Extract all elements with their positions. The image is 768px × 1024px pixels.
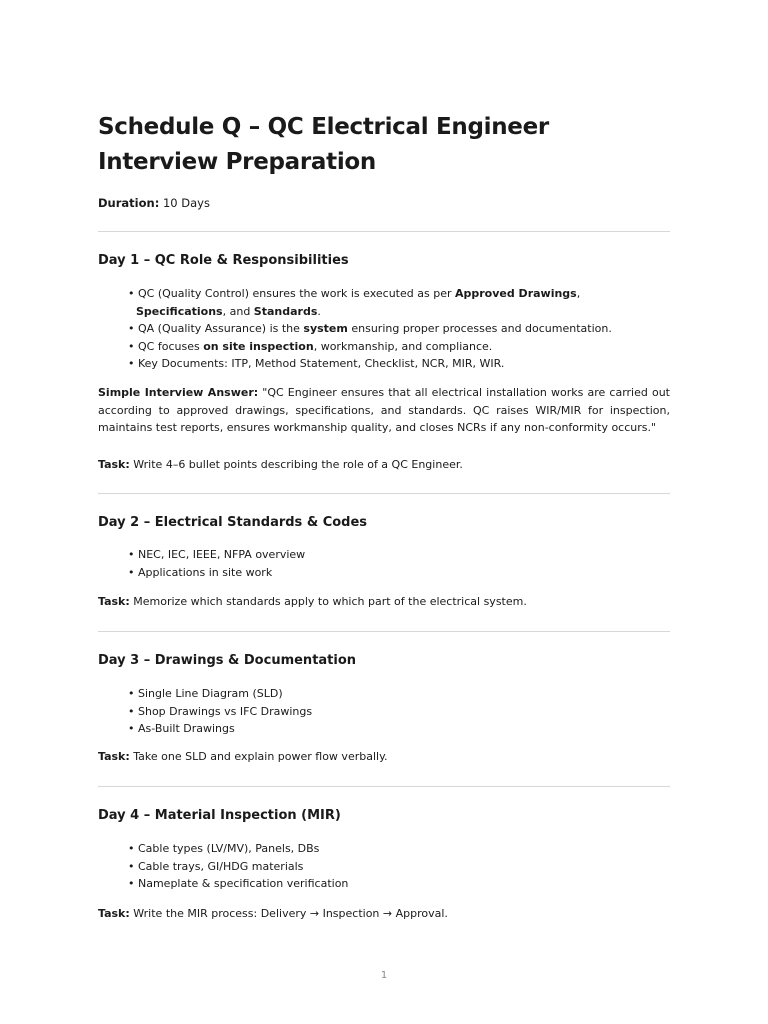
day1-bullet-3 bbox=[128, 338, 670, 356]
section-divider bbox=[98, 631, 670, 632]
document-title: Schedule Q – QC Electrical Engineer Interview Preparation bbox=[98, 114, 549, 175]
day4-bullet-3: • Nameplate & specification verification bbox=[128, 875, 670, 893]
bold-run: Approved Drawings bbox=[454, 287, 577, 300]
task-text: Write 4–6 bullet points describing the role of a QC Engineer. bbox=[129, 458, 463, 471]
text-run: , bbox=[576, 287, 581, 300]
text-run: . bbox=[317, 304, 321, 318]
text-run: ensuring proper processes and documentation. bbox=[347, 322, 612, 335]
task-text: Write the MIR process: Delivery → Inspection → Approval. bbox=[129, 907, 448, 920]
day1-bullet-4: • Key Documents: ITP, Method Statement, Checklist, NCR, MIR, WIR. bbox=[128, 355, 670, 373]
task-label: Task: bbox=[98, 595, 130, 608]
day2-heading: Day 2 – Electrical Standards & Codes bbox=[98, 515, 368, 530]
bold-run: system bbox=[303, 322, 348, 335]
day2-task bbox=[98, 593, 670, 611]
day3-heading: Day 3 – Drawings & Documentation bbox=[98, 653, 357, 668]
day3-bullet-2: • Shop Drawings vs IFC Drawings bbox=[128, 703, 670, 721]
page-number: 1 bbox=[380, 970, 388, 981]
task-label: Task: bbox=[98, 907, 130, 920]
text-run: QC focuses bbox=[138, 339, 204, 353]
text-run: , workmanship, and compliance. bbox=[313, 339, 493, 353]
duration-value: 10 Days bbox=[159, 196, 210, 210]
answer-text: "QC Engineer ensures that all electrical installation works are carried out according to approved drawings, specifications, and standards. QC raises WIR/MIR for inspection, maintains test reports, ensures workmanship quality, and closes NCRs if any non-conformity occurs." bbox=[98, 386, 670, 434]
duration-line bbox=[98, 195, 210, 211]
bold-run: Standards bbox=[253, 304, 318, 318]
text-run: QA (Quality Assurance) is the bbox=[138, 322, 304, 335]
text-run: , and bbox=[222, 304, 254, 318]
day2-bullet-list bbox=[128, 546, 670, 581]
section-divider bbox=[98, 231, 670, 232]
day1-task bbox=[98, 456, 670, 474]
text-run: QC (Quality Control) ensures the work is executed as per bbox=[138, 287, 455, 300]
day1-bullet-list bbox=[128, 285, 670, 373]
day1-bullet-1 bbox=[128, 285, 670, 320]
day3-bullet-1: • Single Line Diagram (SLD) bbox=[128, 685, 670, 703]
day1-heading: Day 1 – QC Role & Responsibilities bbox=[98, 253, 349, 268]
day4-bullet-list bbox=[128, 840, 670, 893]
section-divider bbox=[98, 493, 670, 494]
day4-task bbox=[98, 905, 670, 923]
day4-heading: Day 4 – Material Inspection (MIR) bbox=[98, 808, 341, 823]
day1-interview-answer bbox=[98, 384, 670, 437]
task-text: Take one SLD and explain power flow verbally. bbox=[129, 750, 388, 763]
task-text: Memorize which standards apply to which part of the electrical system. bbox=[129, 595, 527, 608]
day2-bullet-2: • Applications in site work bbox=[128, 564, 670, 582]
day1-bullet-2 bbox=[128, 320, 670, 338]
day4-bullet-2: • Cable trays, GI/HDG materials bbox=[128, 858, 670, 876]
section-divider bbox=[98, 786, 670, 787]
task-label: Task: bbox=[98, 458, 130, 471]
duration-label: Duration: bbox=[98, 196, 160, 210]
answer-label: Simple Interview Answer: bbox=[98, 386, 259, 399]
day2-bullet-1: • NEC, IEC, IEEE, NFPA overview bbox=[128, 546, 670, 564]
task-label: Task: bbox=[98, 750, 130, 763]
day4-bullet-1: • Cable types (LV/MV), Panels, DBs bbox=[128, 840, 670, 858]
day3-bullet-3: • As-Built Drawings bbox=[128, 720, 670, 738]
day3-bullet-list bbox=[128, 685, 670, 738]
bold-run: on site inspection bbox=[203, 339, 314, 353]
bold-run: Specifications bbox=[136, 304, 223, 318]
day3-task bbox=[98, 748, 670, 766]
